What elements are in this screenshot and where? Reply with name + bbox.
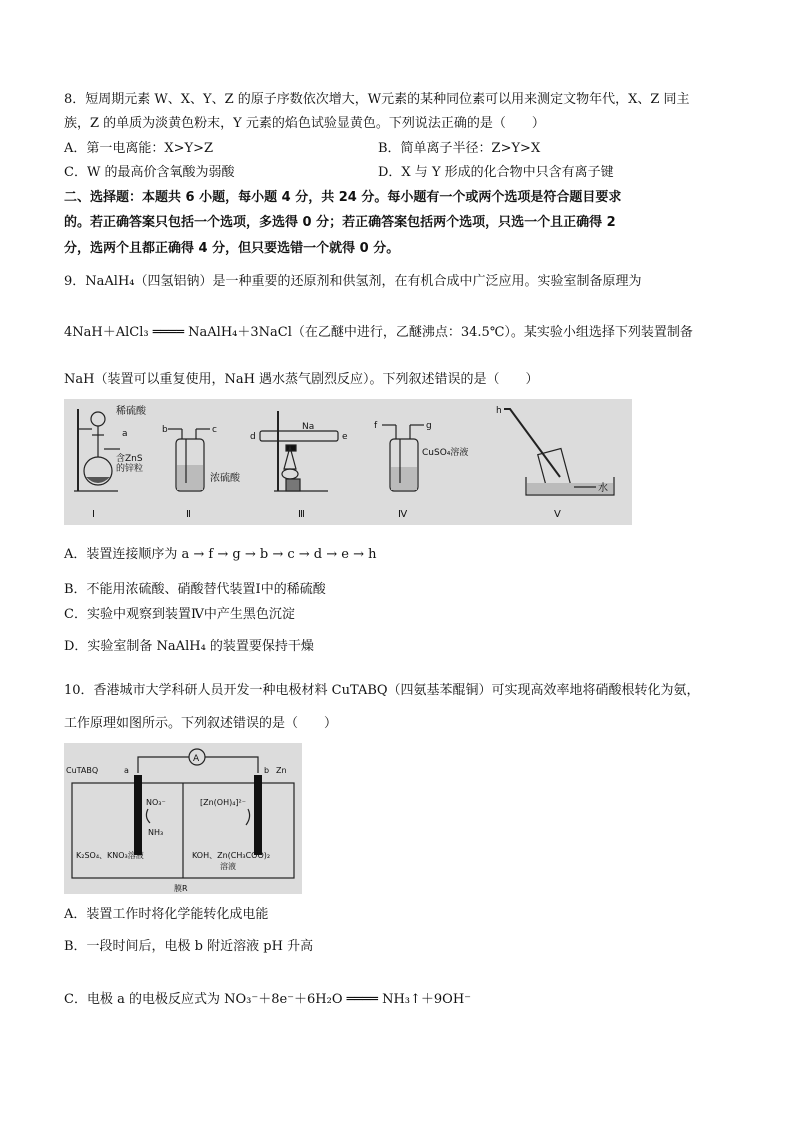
section2-line3: 分，选两个且都正确得 4 分，但只要选错一个就得 0 分。: [64, 241, 400, 256]
nitrate-label: NO₃⁻: [146, 798, 166, 807]
q10-cell-figure: [64, 743, 302, 894]
label-d: d: [250, 432, 256, 442]
numeral-4: Ⅳ: [398, 509, 408, 520]
section2-line1: 二、选择题：本题共 6 小题，每小题 4 分，共 24 分。每小题有一个或两个选项是符合题目要求: [64, 190, 622, 205]
left-solution-label: K₂SO₄、KNO₃溶液: [76, 851, 144, 860]
label-c: c: [212, 425, 217, 435]
section2-line2: 的。若正确答案只包括一个选项，多选得 0 分；若正确答案包括两个选项，只选一个且正确得 2: [64, 215, 616, 230]
q9-option-d: D．实验室制备 NaAlH₄ 的装置要保持干燥: [64, 639, 314, 654]
numeral-2: Ⅱ: [186, 509, 191, 520]
label-f: f: [374, 421, 378, 431]
q10-option-a: A．装置工作时将化学能转化成电能: [64, 907, 269, 922]
label-h: h: [496, 406, 502, 416]
q9-option-c: C．实验中观察到装置Ⅳ中产生黑色沉淀: [64, 607, 295, 622]
q10-stem-line1: 10．香港城市大学科研人员开发一种电极材料 CuTABQ（四氨基苯醌铜）可实现高效率地将硝酸根转化为氨，: [64, 683, 700, 698]
q8-option-b: B．简单离子半径：Z>Y>X: [378, 141, 541, 156]
numeral-5: Ⅴ: [554, 509, 561, 520]
label-conc-h2so4: 浓硫酸: [210, 473, 240, 484]
label-dilute-acid: 稀硫酸: [116, 406, 146, 417]
zincate-label: [Zn(OH)₄]²⁻: [200, 798, 246, 807]
electrode-a-label: a: [124, 766, 129, 775]
q8-option-c: C．W 的最高价含氧酸为弱酸 D．X 与 Y 形成的化合物中只含有离子键: [64, 163, 234, 183]
q9-apparatus-figure: [64, 399, 632, 525]
q9-option-a: A．装置连接顺序为 a → f → g → b → c → d → e → h: [64, 547, 377, 562]
label-zinc-granules: 的锌粒: [116, 464, 144, 474]
q10-option-b: B．一段时间后，电极 b 附近溶液 pH 升高: [64, 939, 314, 954]
q8-option-d: D．X 与 Y 形成的化合物中只含有离子键: [378, 165, 614, 180]
label-e: e: [342, 432, 348, 442]
ammeter-label: A: [193, 754, 200, 764]
right-solution-label: KOH、Zn(CH₃COO)₂: [192, 851, 271, 860]
label-a: a: [122, 429, 128, 439]
label-na: Na: [302, 422, 315, 432]
q10-stem-line2: 工作原理如图所示。下列叙述错误的是（ ）: [64, 716, 338, 731]
q8-stem-line1: 8．短周期元素 W、X、Y、Z 的原子序数依次增大，W元素的某种同位素可以用来测定文物年代，X、Z 同主: [64, 92, 690, 107]
q8-stem-line2: 族，Z 的单质为淡黄色粉末，Y 元素的焰色试验显黄色。下列说法正确的是（ ）: [64, 116, 545, 131]
label-b: b: [162, 425, 168, 435]
zn-label: Zn: [276, 766, 287, 775]
label-cuso4: CuSO₄溶液: [422, 448, 469, 458]
label-water: 水: [598, 483, 608, 494]
cutabq-label: CuTABQ: [66, 766, 99, 775]
q9-stem-line3: NaH（装置可以重复使用，NaH 遇水蒸气剧烈反应）。下列叙述错误的是（ ）: [64, 372, 539, 387]
q9-stem-line1: 9．NaAlH₄（四氢铝钠）是一种重要的还原剂和供氢剂，在有机合成中广泛应用。实验室制备原理为: [64, 274, 642, 289]
q9-option-b: B．不能用浓硫酸、硝酸替代装置Ⅰ中的稀硫酸: [64, 582, 326, 597]
numeral-3: Ⅲ: [298, 509, 305, 520]
q8-option-a: A．第一电离能：X>Y>Z B．简单离子半径：Z>Y>X: [64, 139, 213, 159]
q9-stem-line2: 4NaH＋AlCl₃ ════ NaAlH₄＋3NaCl（在乙醚中进行，乙醚沸点：34.5℃）。某实验小组选择下列装置制备: [64, 325, 693, 340]
numeral-1: Ⅰ: [92, 509, 95, 520]
label-g: g: [426, 421, 432, 431]
right-solution-label2: 溶液: [220, 862, 236, 871]
label-zns: 含ZnS: [116, 454, 143, 464]
ammonia-label: NH₃: [148, 828, 164, 837]
q10-option-c: C．电极 a 的电极反应式为 NO₃⁻＋8e⁻＋6H₂O ════ NH₃↑＋9OH⁻: [64, 992, 472, 1007]
membrane-label: 膜R: [174, 884, 188, 893]
electrode-b-label: b: [264, 766, 270, 775]
